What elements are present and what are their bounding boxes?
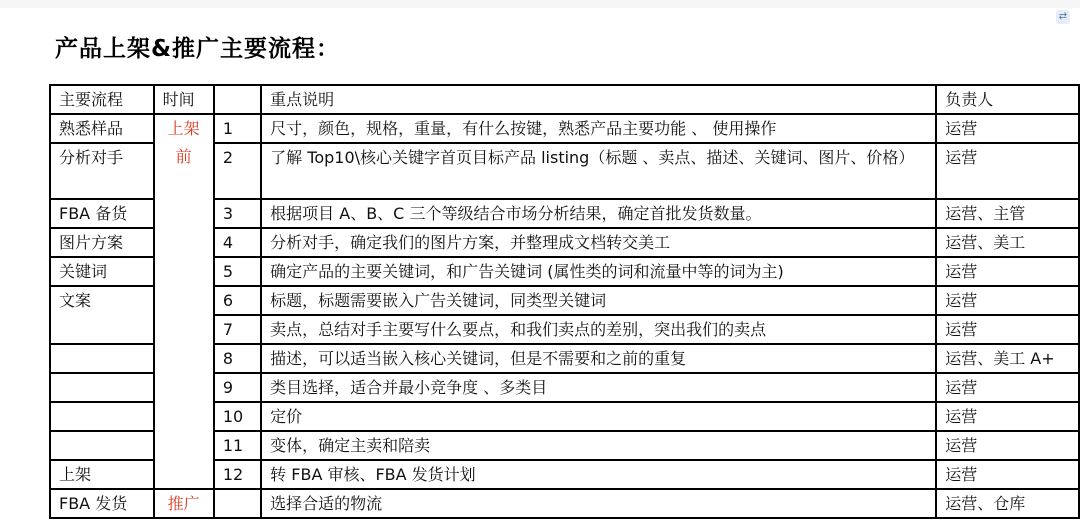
description-cell: 选择合适的物流: [261, 489, 936, 518]
description-cell: 尺寸，颜色，规格，重量，有什么按键，熟悉产品主要功能 、 使用操作: [261, 114, 936, 143]
header-owner: 负责人: [936, 85, 1079, 114]
number-cell: 7: [214, 315, 261, 344]
page-title: 产品上架&推广主要流程：: [55, 36, 341, 62]
table-row: [50, 114, 1079, 143]
description-cell: 描述，可以适当嵌入核心关键词，但是不需要和之前的重复: [261, 344, 936, 373]
owner-cell: 运营: [936, 460, 1079, 489]
description-cell: 了解 Top10\核心关键字首页目标产品 listing（标题 、卖点、描述、关键词、图片、价格）: [261, 143, 936, 199]
time-cell-pre-top: 上架: [154, 114, 214, 143]
table-row: [50, 489, 1079, 518]
header-description: 重点说明: [261, 85, 936, 114]
header-time: 时间: [154, 85, 214, 114]
process-cell: 上架: [50, 460, 154, 489]
description-cell: 变体，确定主卖和陪卖: [261, 431, 936, 460]
process-cell: [50, 402, 154, 431]
process-cell: 熟悉样品: [50, 114, 154, 143]
number-cell: 6: [214, 286, 261, 315]
number-cell: 5: [214, 257, 261, 286]
number-cell: 11: [214, 431, 261, 460]
description-cell: 分析对手，确定我们的图片方案，并整理成文档转交美工: [261, 228, 936, 257]
process-cell: FBA 发货: [50, 489, 154, 518]
process-cell: [50, 431, 154, 460]
process-cell: [50, 315, 154, 344]
process-cell: FBA 备货: [50, 199, 154, 228]
description-cell: 卖点，总结对手主要写什么要点，和我们卖点的差别，突出我们的卖点: [261, 315, 936, 344]
process-cell: [50, 373, 154, 402]
description-cell: 确定产品的主要关键词，和广告关键词 (属性类的词和流量中等的词为主): [261, 257, 936, 286]
number-cell: 4: [214, 228, 261, 257]
table-row: [50, 143, 1079, 199]
process-cell: 图片方案: [50, 228, 154, 257]
owner-cell: 运营: [936, 114, 1079, 143]
owner-cell: 运营、美工 A+: [936, 344, 1079, 373]
owner-cell: 运营、主管: [936, 199, 1079, 228]
translate-icon[interactable]: ⇄: [1056, 10, 1070, 24]
process-table: [49, 84, 1080, 519]
process-cell: [50, 344, 154, 373]
owner-cell: 运营: [936, 286, 1079, 315]
header-process: 主要流程: [50, 85, 154, 114]
owner-cell: 运营、美工: [936, 228, 1079, 257]
time-cell-promo: 推广: [154, 489, 214, 518]
description-cell: 定价: [261, 402, 936, 431]
number-cell: 8: [214, 344, 261, 373]
process-cell: 关键词: [50, 257, 154, 286]
description-cell: 标题，标题需要嵌入广告关键词，同类型关键词: [261, 286, 936, 315]
owner-cell: 运营: [936, 431, 1079, 460]
owner-cell: 运营: [936, 315, 1079, 344]
number-cell: [214, 489, 261, 518]
number-cell: 3: [214, 199, 261, 228]
owner-cell: 运营: [936, 143, 1079, 199]
owner-cell: 运营、仓库: [936, 489, 1079, 518]
number-cell: 10: [214, 402, 261, 431]
process-cell: 文案: [50, 286, 154, 315]
number-cell: 2: [214, 143, 261, 199]
owner-cell: 运营: [936, 373, 1079, 402]
time-cell-pre-bottom: 前: [154, 143, 214, 489]
description-cell: 类目选择，适合并最小竞争度 、多类目: [261, 373, 936, 402]
number-cell: 9: [214, 373, 261, 402]
description-cell: 根据项目 A、B、C 三个等级结合市场分析结果，确定首批发货数量。: [261, 199, 936, 228]
table-header-row: [50, 85, 1079, 114]
owner-cell: 运营: [936, 402, 1079, 431]
process-cell: 分析对手: [50, 143, 154, 199]
number-cell: 12: [214, 460, 261, 489]
number-cell: 1: [214, 114, 261, 143]
top-toolbar-strip: [0, 0, 1080, 8]
header-number: [214, 85, 261, 114]
description-cell: 转 FBA 审核、FBA 发货计划: [261, 460, 936, 489]
owner-cell: 运营: [936, 257, 1079, 286]
